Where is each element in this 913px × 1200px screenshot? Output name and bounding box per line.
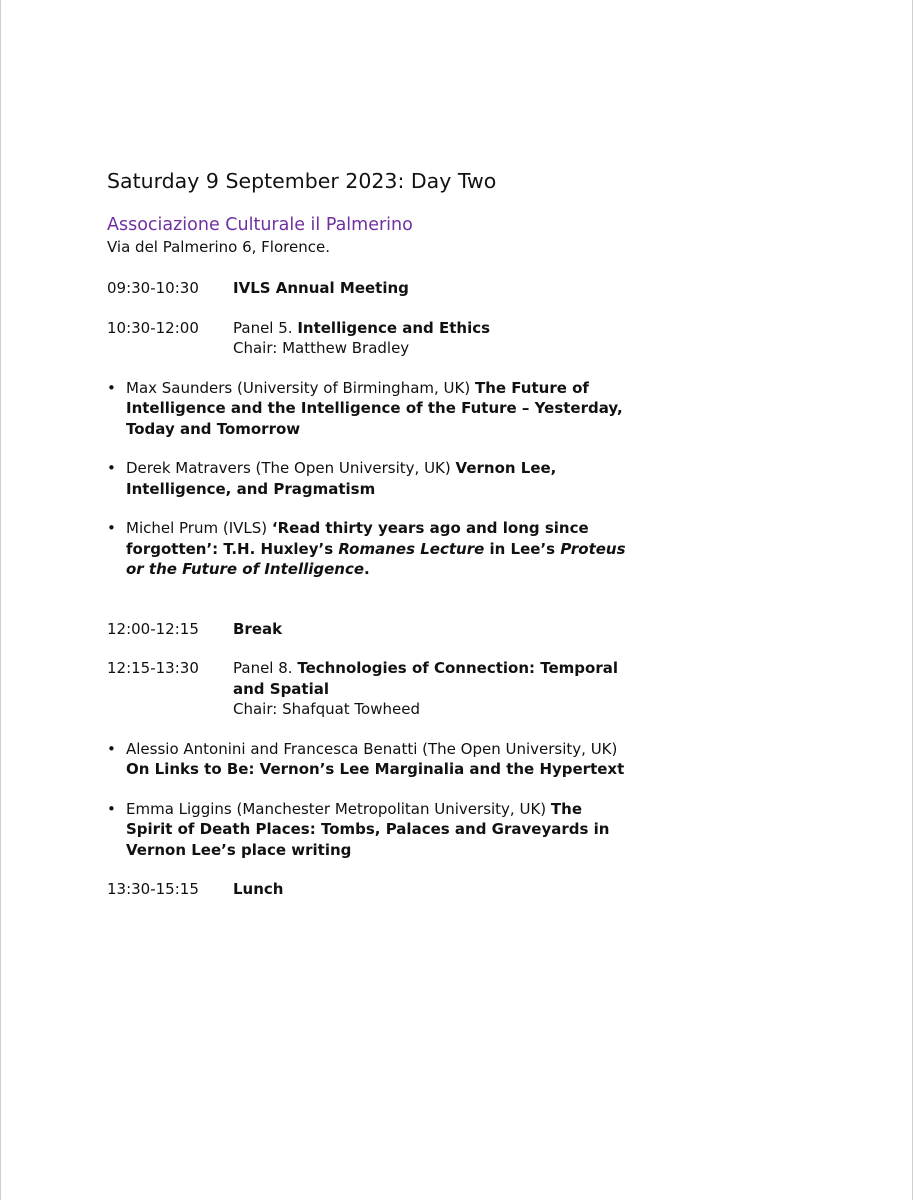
session-details (233, 658, 627, 720)
talk-title: The Future of Intelligence and the Intelligence of the Future – Yesterday, Today and Tomorrow (126, 378, 623, 438)
session-time: 12:00-12:15 (107, 619, 199, 638)
session-title: Lunch (233, 880, 284, 898)
talk-item (107, 458, 627, 499)
talk-item (107, 378, 627, 440)
schedule-row-panel8 (107, 658, 627, 720)
talk-item (107, 799, 627, 861)
session-title: IVLS Annual Meeting (233, 279, 409, 297)
talk-title-part: ‘Read thirty years ago and long since forgotten’: T.H. Huxley’s (126, 519, 589, 558)
panel-label: Panel 5. (233, 318, 293, 337)
programme-content (107, 168, 627, 900)
session-details (233, 318, 627, 359)
schedule-row-break (107, 619, 627, 640)
session-time: 10:30-12:00 (107, 318, 199, 337)
schedule-row-lunch (107, 879, 627, 900)
talk-title-italic: Romanes Lecture (338, 539, 485, 558)
schedule-row-panel5 (107, 318, 627, 359)
session-time: 09:30-10:30 (107, 279, 199, 297)
talk-speaker: Max Saunders (University of Birmingham, UK) (126, 378, 471, 397)
talk-title: Vernon Lee, Intelligence, and Pragmatism (126, 459, 557, 498)
panel5-talk-list (107, 378, 627, 580)
talk-title: On Links to Be: Vernon’s Lee Marginalia and the Hypertext (126, 760, 625, 778)
talk-speaker: Derek Matravers (The Open University, UK) (126, 459, 451, 477)
panel-label: Panel 8. (233, 659, 293, 677)
panel-title: Technologies of Connection: Temporal and Spatial (233, 659, 618, 698)
schedule-row-meeting (107, 278, 627, 299)
venue-address: Via del Palmerino 6, Florence. (107, 238, 330, 256)
panel-title: Intelligence and Ethics (297, 318, 491, 337)
talk-title-end: . (364, 560, 370, 578)
panel8-talk-list (107, 739, 627, 861)
talk-speaker: Emma Liggins (Manchester Metropolitan University, UK) (126, 799, 547, 818)
panel-chair: Chair: Shafquat Towheed (233, 700, 420, 718)
talk-title-part: in Lee’s (489, 539, 556, 558)
talk-speaker: Michel Prum (IVLS) (126, 519, 268, 537)
talk-item (107, 518, 627, 580)
session-time: 13:30-15:15 (107, 880, 199, 898)
talk-title-italic: Proteus or the Future of Intelligence (126, 539, 626, 578)
venue-name: Associazione Culturale il Palmerino (107, 215, 413, 235)
talk-title: The Spirit of Death Places: Tombs, Palaces and Graveyards in Vernon Lee’s place writing (126, 799, 610, 859)
session-title: Break (233, 619, 283, 638)
talk-item (107, 739, 627, 780)
day-title: Saturday 9 September 2023: Day Two (107, 169, 497, 193)
talk-speaker: Alessio Antonini and Francesca Benatti (The Open University, UK) (126, 739, 618, 758)
panel-chair: Chair: Matthew Bradley (233, 339, 410, 357)
session-time: 12:15-13:30 (107, 659, 199, 677)
